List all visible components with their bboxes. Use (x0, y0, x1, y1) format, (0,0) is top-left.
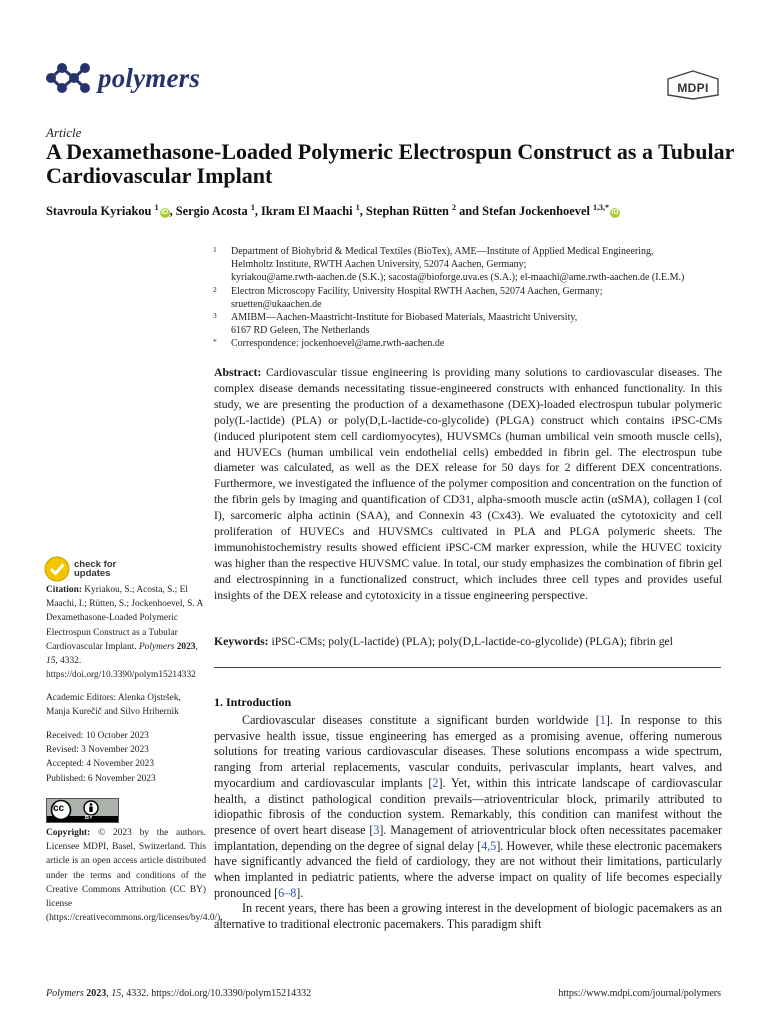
keywords-text: iPSC-CMs; poly(L-lactide) (PLA); poly(D,L-lactide-co-glycolide) (PLGA); fibrin gel (271, 635, 673, 648)
date-revised: Revised: 3 November 2023 (46, 745, 149, 756)
citation-journal: Polymers (138, 641, 175, 652)
author-affiliation-marker: 2 (451, 203, 456, 212)
affiliation-number: 2 (213, 284, 217, 294)
citation-link[interactable]: 6–8 (278, 885, 297, 900)
footer-citation: Polymers 2023, 15, 4332. https://doi.org/10.3390/polym15214332 (46, 988, 312, 999)
affiliation-line: Department of Biohybrid & Medical Textiles (BioTex), AME—Institute of Applied Medical Engineering, (231, 246, 654, 257)
author-name[interactable]: Stephan Rütten (365, 204, 449, 219)
keywords-label: Keywords: (214, 635, 269, 648)
academic-editors: Academic Editors: Alenka Ojstršek, Manja Kurečič and Silvo Hribernik (46, 693, 181, 718)
affiliation-line: Helmholtz Institute, RWTH Aachen University, 52074 Aachen, Germany; (231, 259, 527, 271)
citation-label: Citation: (46, 585, 82, 595)
introduction-paragraph-1 (214, 713, 722, 901)
citation: Citation: Kyriakou, S.; Acosta, S.; El Maachi, I.; Rütten, S.; Jockenhoevel, S. A Dexamethasone-Loaded Polymeric Electrospun Construct as a Tubular Cardiovascular Implant. Polymers 2023, 15, 4332. https://doi.org/10.3390/polym15214332 (46, 585, 203, 681)
citation-year: 2023 (176, 641, 196, 652)
check-updates-line-1: check for (74, 558, 117, 570)
author-name[interactable]: Sergio Acosta (175, 204, 248, 219)
section-divider (214, 667, 721, 668)
citation-text: Kyriakou, S.; Acosta, S.; El Maachi, I.; Rütten, S.; Jockenhoevel, S. A Dexamethasone-Loaded Polymeric Electrospun Construct as a Tubular Cardiovascular Implant. (46, 585, 203, 652)
citation-link[interactable]: 1 (599, 713, 606, 727)
paragraph-text: ]. In response to this pervasive health issue, tissue engineering has emerged as a promising avenue, offering numerous solutions for treating various cardiovascular diseases. These solutions encompass a wide spectrum, ranging from arterial replacements, vascular conduits, perivascular implants, heart valves, and myocardium and cardiovascular implants [ (214, 713, 722, 790)
date-received: Received: 10 October 2023 (46, 731, 149, 741)
abstract (214, 365, 722, 604)
orcid-icon[interactable]: iD (611, 209, 619, 217)
affiliation-line: AMIBM—Aachen-Maastricht-Institute for Biobased Materials, Maastricht University, (231, 312, 578, 324)
author-affiliation-marker: 1,3,* (593, 203, 610, 212)
abstract-label: Abstract: (214, 366, 262, 379)
journal-name: polymers (98, 62, 201, 93)
affiliation-item (213, 285, 733, 311)
orcid-icon[interactable]: iD (161, 209, 169, 217)
affiliation-item (213, 311, 733, 337)
polymers-molecule-icon (44, 60, 92, 96)
author-separator: , (254, 204, 262, 219)
footer-doi[interactable]: , 4332. https://doi.org/10.3390/polym15214332 (121, 988, 312, 999)
citation-link[interactable]: 3 (373, 822, 380, 837)
citation-link[interactable]: 4,5 (481, 838, 497, 853)
affiliation-item (213, 245, 733, 285)
footer-volume: 15 (111, 988, 122, 999)
footer-journal: Polymers (46, 988, 84, 999)
affiliation-item (213, 337, 733, 350)
publisher-logo[interactable] (666, 70, 720, 100)
author-name[interactable]: Stefan Jockenhoevel (482, 204, 590, 219)
publisher-name: MDPI (677, 81, 709, 95)
affiliation-line: Electron Microscopy Facility, University Hospital RWTH Aachen, 52074 Aachen, Germany; (231, 285, 603, 297)
date-accepted: Accepted: 4 November 2023 (46, 759, 155, 770)
paragraph-text: ]. (296, 885, 304, 900)
affiliation-number: 3 (213, 311, 217, 321)
affiliation-line: 6167 RD Geleen, The Netherlands (231, 325, 370, 337)
author-name[interactable]: Stavroula Kyriakou (46, 204, 152, 219)
author-separator: , (359, 204, 366, 219)
affiliations (213, 245, 733, 351)
author-separator: , (169, 204, 176, 219)
abstract-text: Cardiovascular tissue engineering is providing many solutions to cardiovascular diseases. The complex disease demands necessitating tissue-engineered constructs with enhanced functionality. In this study, we are presenting the production of a dexamethasone (DEX)-loaded electrospun tubular polymeric poly(L-lactide) (PLA) or poly(D,L-lactide-co-glycolide) (PLGA) construct which contains iPSC-CMs (induced pluripotent stem cell cardiomyocytes), HUVSMCs (human umbilical vein smooth muscle cells), and HUVECs (human umbilical vein endothelial cells) embedded in fibrin gel. The electrospun tube diameter was calculated, as well as the DEX release for 50 days for 2 different DEX concentrations. Furthermore, we investigated the influence of the polymer composition and concentration on the function of the fibrin gels by imaging and quantification of CD31, alpha-smooth muscle actin (αSMA), collagen I (col I), sarcomeric alpha actinin (SAA), and Connexin 43 (Cx43). We evaluated the cytotoxicity and cell proliferation of HUVECs and HUVSMCs cultivated in PLA and PLGA polymeric sheets. The immunohistochemistry results showed efficient iPSC-CM marker expression, while the HUVEC toxicity was higher than the respective HUVSMC value. In total, our study emphasizes the combination of fibrin gel and electrospinning in a functionalized construct, which includes three cell types and provides useful insights of the DEX release and cytotoxicity in a tissue engineering perspective. (214, 366, 723, 602)
check-updates-icon (44, 556, 70, 582)
by-icon: BY (85, 815, 93, 821)
citation-link[interactable]: 2 (432, 775, 439, 790)
footer-journal-url[interactable]: https://www.mdpi.com/journal/polymers (558, 988, 721, 999)
article-title: A Dexamethasone-Loaded Polymeric Electrospun Construct as a Tubular Cardiovascular Implant (46, 139, 734, 188)
author-affiliation-marker: 1 (250, 203, 255, 212)
affiliation-line: sruetten@ukaachen.de (231, 298, 322, 310)
citation-volume: 15 (46, 656, 56, 667)
paragraph-text: ]. Yet, within this intricate landscape of cardiovascular health, a distinct pathological condition prevails—atrioventricular block, primarily attributed to idiopathic fibrosis of the conduction system. Remarkably, this condition can manifest without the presence of overt heart disease [ (214, 775, 722, 837)
author-affiliation-marker: 1 (154, 203, 159, 212)
author-list (46, 203, 736, 219)
check-updates-line-2: updates (74, 568, 111, 579)
copyright-label: Copyright: (46, 828, 91, 838)
paragraph-text: Cardiovascular diseases constitute a significant burden worldwide [ (242, 713, 600, 727)
author-name[interactable]: Ikram El Maachi (261, 204, 353, 219)
author-affiliation-marker: 1 (355, 203, 360, 212)
affiliation-line: Correspondence: jockenhoevel@ame.rwth-aachen.de (231, 338, 445, 350)
introduction-paragraph-2: In recent years, there has been a growing interest in the development of biologic pacemakers as an alternative to traditional electronic pacemakers. This paradigm shift (214, 901, 722, 932)
cc-by-license-badge[interactable] (46, 798, 119, 823)
copyright-notice (46, 826, 223, 925)
author-separator: and (455, 204, 483, 219)
paragraph-text: ]. However, while these electronic pacemakers have significantly advanced the field of cardiology, they are not without their limitations, particularly when implanted in pediatric patients, where the adverse impact on quality of life becomes especially pronounced [ (214, 838, 722, 900)
journal-logo[interactable] (44, 58, 200, 98)
cc-icon: cc (53, 803, 65, 814)
paragraph-text: ]. Management of atrioventricular block often necessitates pacemaker implantation, depending on the degree of signal delay [ (214, 822, 722, 853)
citation-doi[interactable]: , 4332. https://doi.org/10.3390/polym15214332 (46, 656, 196, 681)
article-type: Article (46, 125, 82, 140)
check-for-updates-button[interactable] (44, 556, 116, 582)
publication-dates (46, 729, 206, 786)
affiliation-number: * (213, 337, 217, 347)
section-heading-introduction: 1. Introduction (214, 695, 292, 709)
copyright-text: © 2023 by the authors. Licensee MDPI, Basel, Switzerland. This article is an open access article distributed under the terms and conditions of the Creative Commons Attribution (CC BY) license (https://creativecommons.org/licenses/by/4.0/). (46, 828, 223, 924)
affiliation-number: 1 (213, 245, 217, 254)
affiliation-line: kyriakou@ame.rwth-aachen.de (S.K.); sacosta@bioforge.uva.es (S.A.); el-maachi@ame.rwth-aachen.de (I.E.M.) (231, 272, 685, 284)
footer-year: 2023 (86, 988, 107, 999)
keywords (214, 634, 722, 649)
date-published: Published: 6 November 2023 (46, 773, 156, 784)
introduction-body (214, 713, 722, 933)
